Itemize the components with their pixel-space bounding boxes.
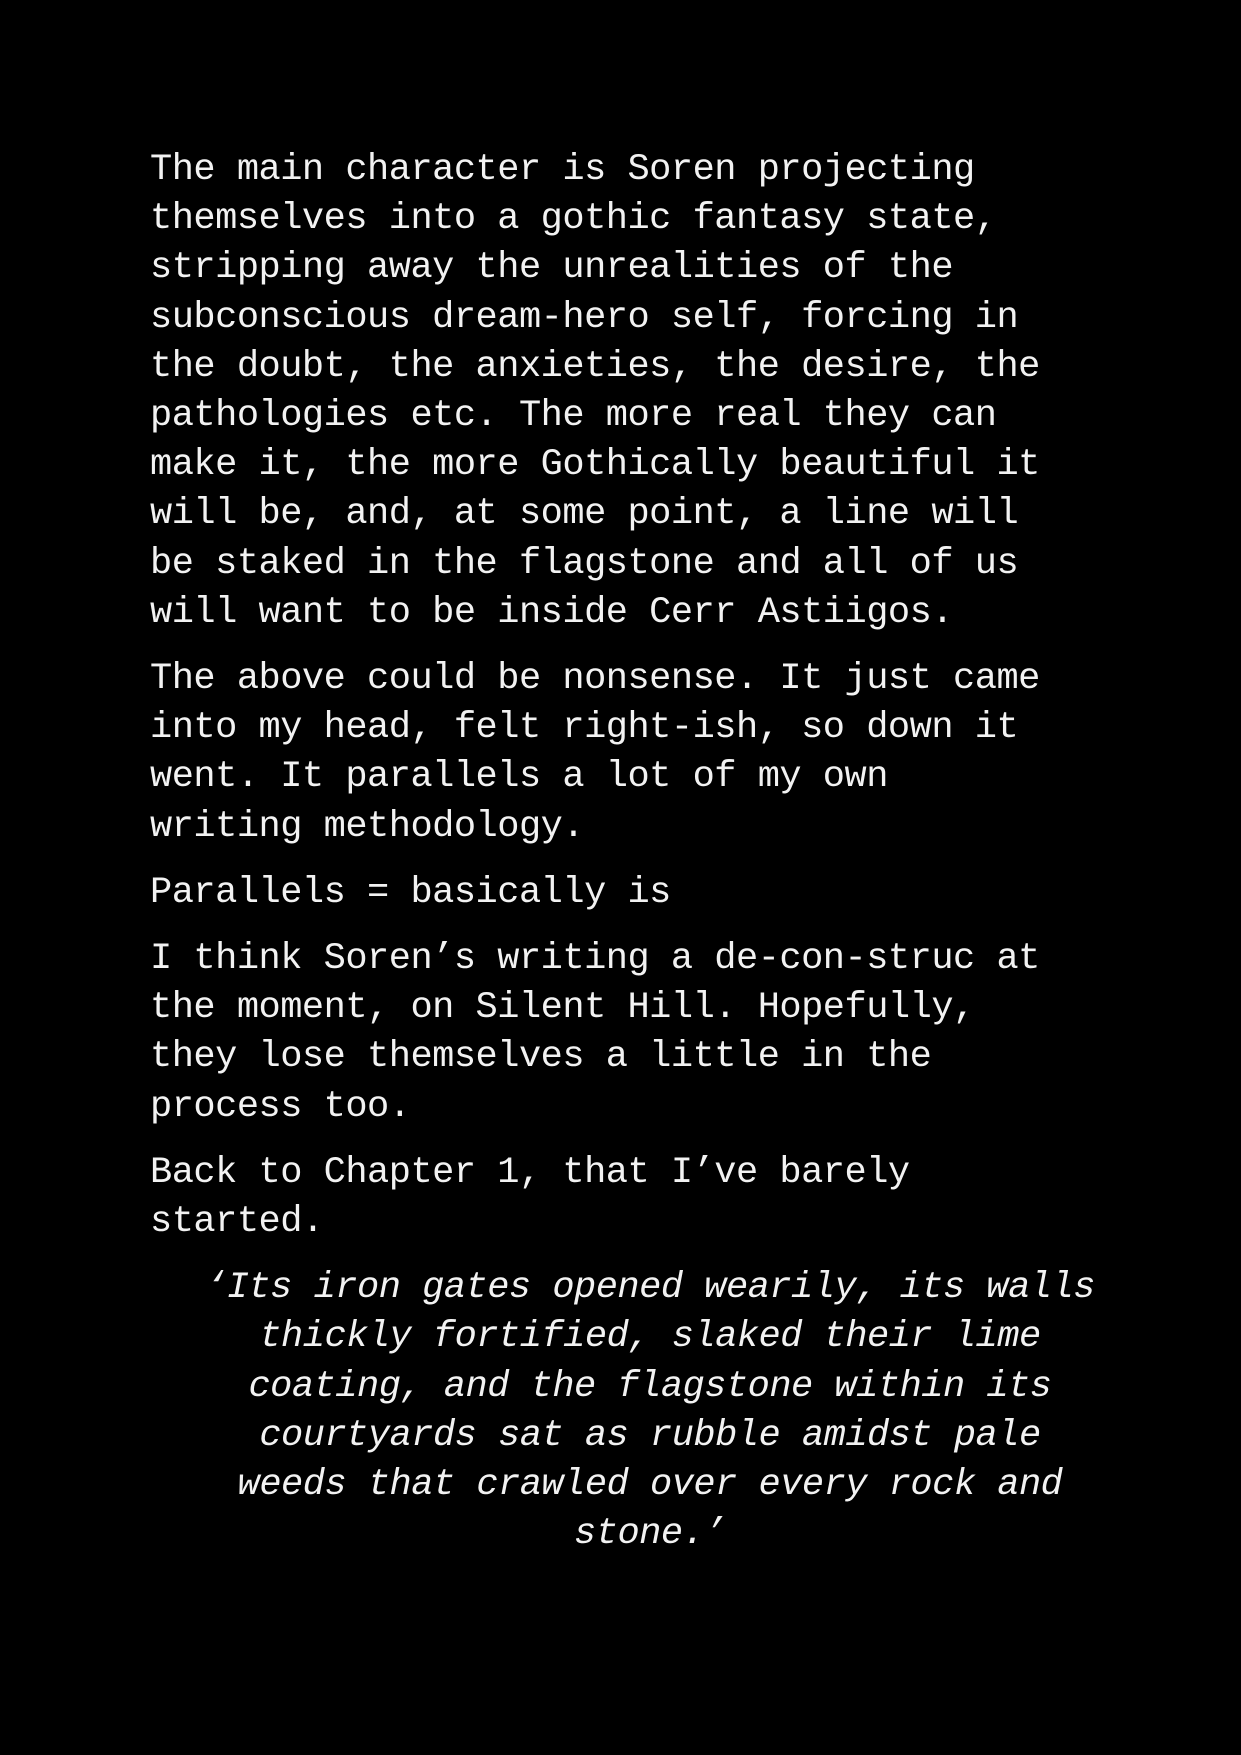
paragraph-nonsense: The above could be nonsense. It just came into my head, felt right-ish, so down it went. It parallels a lot of my own writing methodology. — [150, 658, 1040, 848]
paragraph-chapter-one: Back to Chapter 1, that I’ve barely started. — [150, 1151, 910, 1244]
document-page — [150, 146, 1150, 1559]
paragraph-parallels: Parallels = basically is — [150, 871, 671, 914]
italic-quote: ‘Its iron gates opened wearily, its walls thickly fortified, slaked their lime coating, and the flagstone within its courtyards sat as rubble amidst pale weeds that crawled over every rock and stone.’ — [205, 1267, 1095, 1556]
paragraph-soren-projection: The main character is Soren projecting themselves into a gothic fantasy state, stripping away the unrealities of the subconscious dream-hero self, forcing in the doubt, the anxieties, the desire, the pathologies etc. The more real they can make it, the more Gothically beautiful it will be, and, at some point, a line will be staked in the flagstone and all of us will want to be inside Cerr Astiigos. — [150, 149, 1040, 634]
paragraph-silent-hill: I think Soren’s writing a de-con-struc at the moment, on Silent Hill. Hopefully, they lose themselves a little in the process too. — [150, 938, 1040, 1128]
